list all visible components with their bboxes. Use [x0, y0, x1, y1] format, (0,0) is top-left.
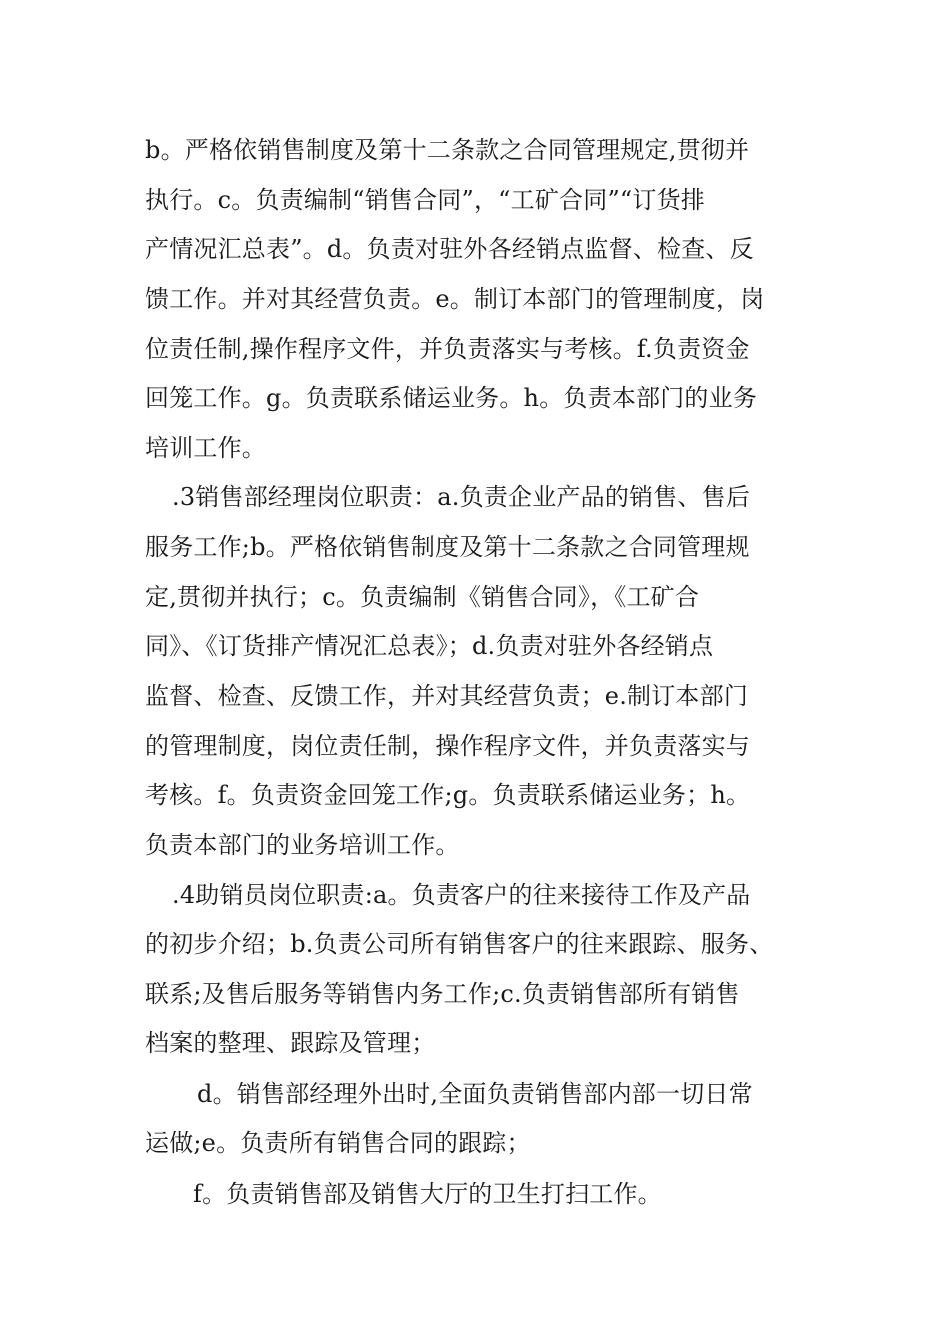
text-line: 运做;e。负责所有销售合同的跟踪；: [145, 1129, 531, 1157]
text-line: b。严格依销售制度及第十二条款之合同管理规定,贯彻并: [145, 136, 750, 164]
text-line: 同》、《订货排产情况汇总表》；d.负责对驻外各经销点: [145, 632, 714, 660]
text-line: 的管理制度，岗位责任制，操作程序文件，并负责落实与: [145, 732, 750, 760]
text-line: 馈工作。并对其经营负责。e。制订本部门的管理制度，岗: [145, 285, 765, 313]
text-line: 档案的整理、跟踪及管理；: [145, 1029, 436, 1057]
section-4-heading-line: .4助销员岗位职责:a。负责客户的往来接待工作及产品: [172, 881, 751, 909]
text-line: 服务工作;b。严格依销售制度及第十二条款之合同管理规: [145, 533, 750, 561]
text-line: 定,贯彻并执行；c。负责编制《销售合同》，《工矿合: [145, 583, 700, 611]
text-line: 位责任制,操作程序文件，并负责落实与考核。f.负责资金: [145, 335, 750, 363]
text-line: 考核。f。负责资金回笼工作;g。负责联系储运业务；h。: [145, 781, 751, 809]
text-line: 联系;及售后服务等销售内务工作;c.负责销售部所有销售: [145, 980, 740, 1008]
text-line: 培训工作。: [145, 434, 266, 462]
text-line: 监督、检查、反馈工作，并对其经营负责；e.制订本部门: [145, 682, 749, 710]
text-line: 的初步介绍；b.负责公司所有销售客户的往来跟踪、服务、: [145, 930, 774, 958]
text-line: 产情况汇总表”。d。负责对驻外各经销点监督、检查、反: [145, 235, 754, 263]
text-line: 负责本部门的业务培训工作。: [145, 831, 460, 859]
text-line: d。销售部经理外出时,全面负责销售部内部一切日常: [197, 1080, 753, 1108]
text-line: 回笼工作。g。负责联系储运业务。h。负责本部门的业务: [145, 384, 758, 412]
text-line: f。负责销售部及销售大厅的卫生打扫工作。: [193, 1180, 662, 1208]
section-3-heading-line: .3销售部经理岗位职责：a.负责企业产品的销售、售后: [172, 483, 751, 511]
text-line: 执行。c。负责编制“销售合同”，“工矿合同”“订货排: [145, 186, 705, 214]
